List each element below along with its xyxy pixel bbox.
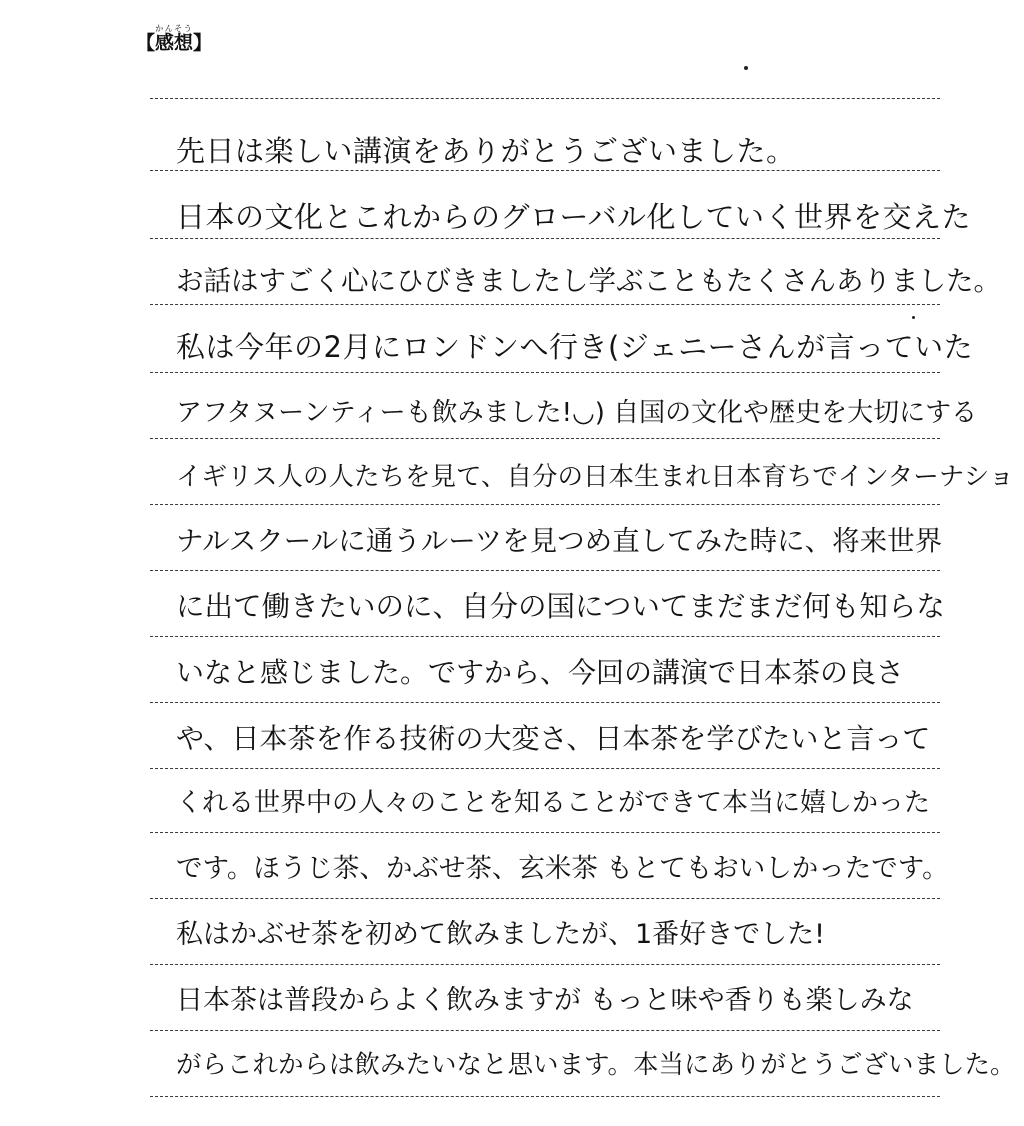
essay-line: です。ほうじ茶、かぶせ茶、玄米茶 もとてもおいしかったです。 bbox=[176, 853, 949, 884]
ruled-line bbox=[150, 832, 940, 833]
essay-line: 日本茶は普段からよく飲みますが もっと味や香りも楽しみな bbox=[176, 985, 914, 1016]
essay-line: に出て働きたいのに、自分の国についてまだまだ何も知らな bbox=[176, 590, 945, 623]
ruled-line bbox=[150, 304, 940, 305]
essay-line: いなと感じました。ですから、今回の講演で日本茶の良さ bbox=[176, 656, 905, 689]
heading-reading: かんそう bbox=[155, 24, 194, 33]
heading-label: 感想 bbox=[155, 32, 194, 54]
essay-line: ナルスクールに通うルーツを見つめ直してみた時に、将来世界 bbox=[176, 525, 943, 557]
ruled-line bbox=[150, 768, 940, 769]
essay-line: イギリス人の人たちを見て、自分の日本生まれ日本育ちでインターナショ bbox=[176, 462, 1015, 492]
ruled-line bbox=[150, 1096, 940, 1097]
ruled-line bbox=[150, 170, 940, 171]
essay-line: お話はすごく心にひびきましたし学ぶこともたくさんありました。 bbox=[176, 265, 1001, 297]
ink-speck bbox=[912, 316, 915, 319]
essay-line: 先日は楽しい講演をありがとうございました。 bbox=[176, 134, 796, 168]
ruled-line bbox=[150, 570, 940, 571]
essay-line: 私は今年の2月にロンドンへ行き(ジェニーさんが言っていた bbox=[176, 330, 974, 364]
essay-line: くれる世界中の人々のことを知ることができて本当に嬉しかった bbox=[176, 788, 931, 818]
ink-speck bbox=[744, 66, 748, 70]
essay-line: や、日本茶を作る技術の大変さ、日本茶を学びたいと言って bbox=[176, 722, 931, 755]
ruled-line bbox=[150, 98, 940, 99]
essay-line: アフタヌーンティーも飲みました!◡) 自国の文化や歴史を大切にする bbox=[176, 398, 978, 428]
essay-heading bbox=[136, 24, 212, 53]
heading-open-bracket: 【 bbox=[136, 32, 156, 54]
heading-title bbox=[155, 24, 194, 54]
essay-line: 日本の文化とこれからのグローバル化していく世界を交えた bbox=[176, 200, 972, 234]
ruled-line bbox=[150, 504, 940, 505]
ruled-line bbox=[150, 372, 940, 373]
ruled-line bbox=[150, 438, 940, 439]
ruled-line bbox=[150, 636, 940, 637]
essay-line: 私はかぶせ茶を初めて飲みましたが、1番好きでした! bbox=[176, 919, 826, 950]
ruled-line bbox=[150, 238, 940, 239]
ruled-line bbox=[150, 964, 940, 965]
ruled-line bbox=[150, 702, 940, 703]
essay-line: がらこれからは飲みたいなと思います。本当にありがとうございました。 bbox=[176, 1050, 1016, 1080]
ruled-line bbox=[150, 898, 940, 899]
heading-close-bracket: 】 bbox=[193, 32, 213, 54]
ruled-line bbox=[150, 1030, 940, 1031]
